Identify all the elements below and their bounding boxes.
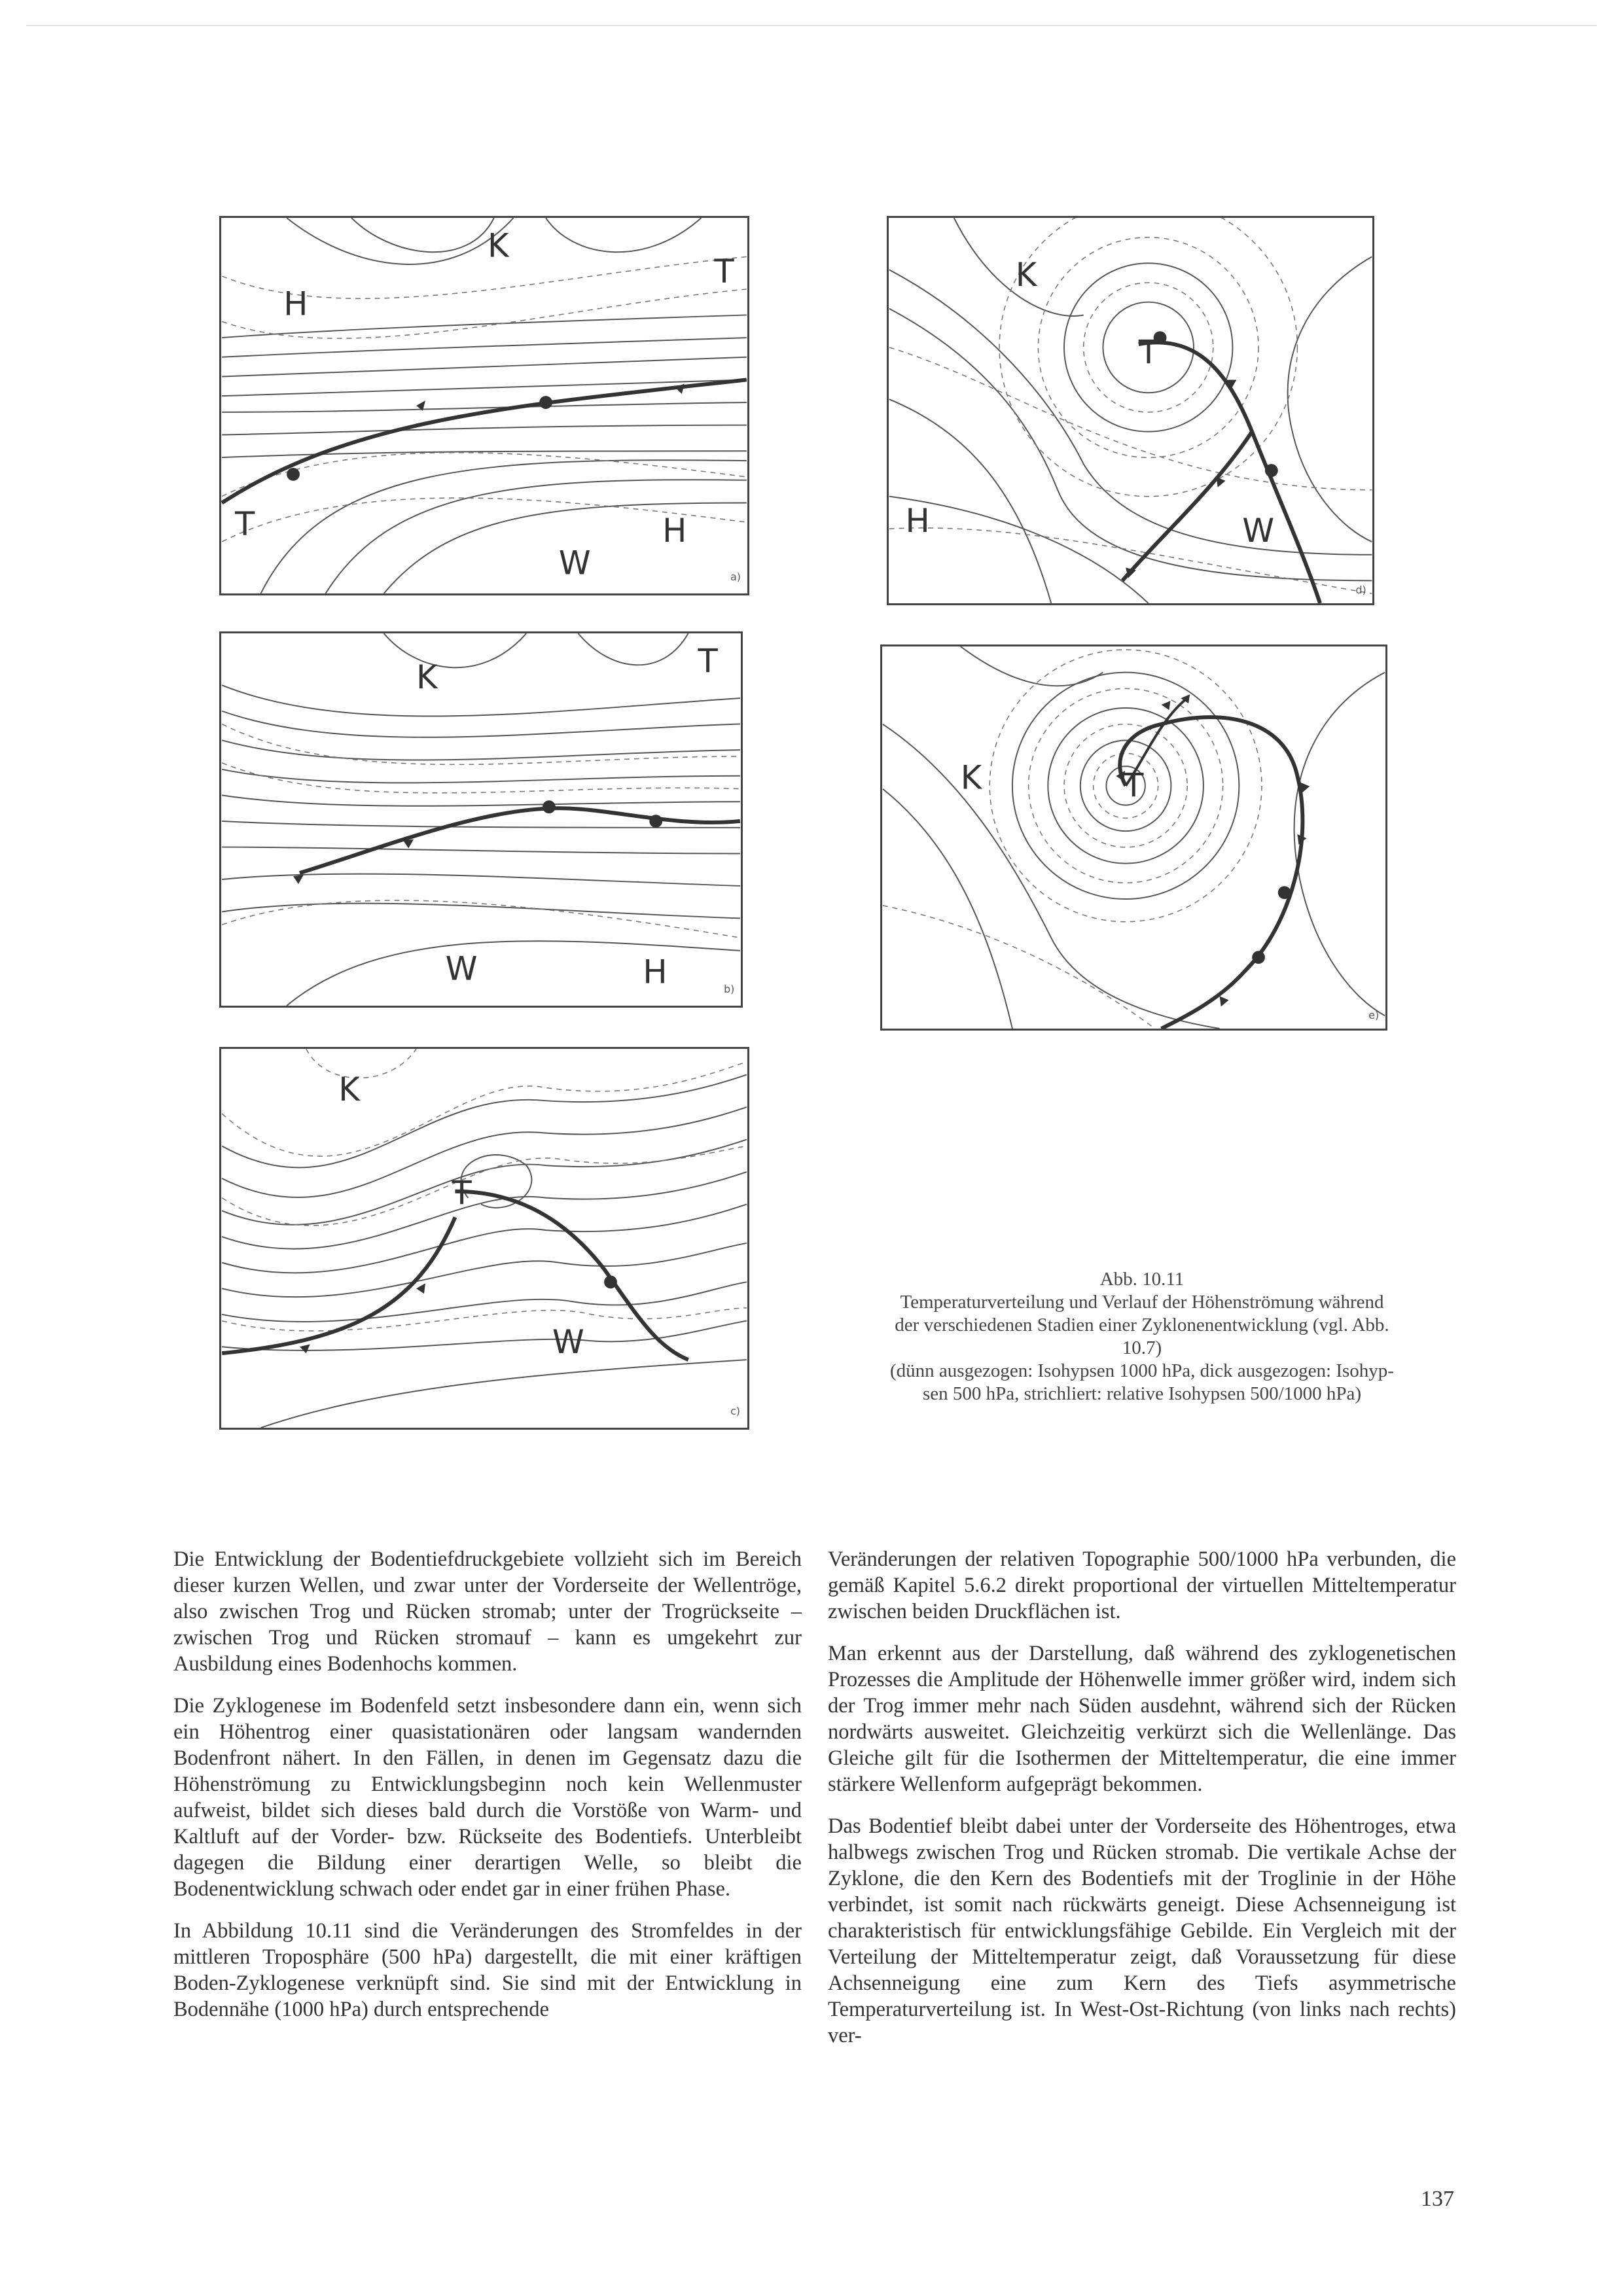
page-top-rule <box>26 25 1597 26</box>
text-column-left <box>173 1546 802 2038</box>
figure-caption <box>844 1268 1440 1405</box>
figure-panel-a <box>219 216 749 595</box>
figure-panel-c <box>219 1047 749 1430</box>
caption-line-3: 10.7) <box>1122 1337 1162 1358</box>
panel-a-letter-6: W <box>558 544 591 582</box>
panel-c-label: c) <box>730 1405 740 1418</box>
panel-d-letter-2: T <box>1138 333 1159 372</box>
paragraph: Man erkennt aus der Darstellung, daß während des zyklogenetischen Prozesses die Amplitude der Höhenwelle immer größer wird, indem sich der Trog immer mehr nach Süden ausdehnt, während sich der Rücken nordwärts ausweitet. Gleichzeitig verkürzt sich die Wellenlänge. Das Gleiche gilt für die Isothermen der Mitteltemperatur, die eine immer stärkere Wellenform aufgeprägt bekommen. <box>828 1642 1456 1796</box>
caption-line-2: der verschiedenen Stadien einer Zyklonenentwicklung (vgl. Abb. <box>895 1315 1389 1335</box>
caption-line-5: sen 500 hPa, strichliert: relative Isohypsen 500/1000 hPa) <box>922 1383 1362 1404</box>
panel-a-letter-5: H <box>662 511 687 550</box>
paragraph: Veränderungen der relativen Topographie 500/1000 hPa verbunden, die gemäß Kapitel 5.6.2 direkt proportional der virtuellen Mitteltemperatur zwischen beiden Druckflächen ist. <box>828 1547 1456 1623</box>
panel-b-letter-2: T <box>698 642 718 680</box>
paragraph: In Abbildung 10.11 sind die Veränderungen des Stromfeldes in der mittleren Troposphäre (500 hPa) dargestellt, die mit einer kräftigen Boden-Zyklogenese verknüpft sind. Sie sind mit der Entwicklung in Bodennähe (1000 hPa) durch entsprechende <box>173 1919 802 2021</box>
panel-e-letter-1: K <box>960 758 982 797</box>
panel-a-letter-3: T <box>714 252 734 291</box>
panel-c-map <box>221 1049 747 1428</box>
text-column-right <box>828 1546 1456 2064</box>
panel-b-letter-3: W <box>445 949 478 988</box>
panel-d-label: d) <box>1355 584 1366 597</box>
figure-panel-e <box>880 645 1387 1031</box>
panel-e-label: e) <box>1368 1009 1380 1022</box>
caption-line-4: (dünn ausgezogen: Isohypsen 1000 hPa, dick ausgezogen: Isohyp- <box>890 1360 1394 1381</box>
panel-b-map <box>221 633 741 1006</box>
panel-e-letter-2: T <box>1124 766 1144 805</box>
panel-b-letter-1: K <box>416 658 438 697</box>
panel-c-letter-3: W <box>552 1323 584 1362</box>
figure-panel-b <box>219 631 743 1008</box>
panel-c-letter-1: K <box>338 1070 360 1109</box>
panel-d-letter-4: W <box>1242 511 1275 550</box>
panel-a-letter-2: K <box>487 226 509 265</box>
panel-a-label: a) <box>730 571 741 584</box>
paragraph: Die Zyklogenese im Bodenfeld setzt insbesondere dann ein, wenn sich ein Höhentrog einer quasistationären oder langsam wandernden Bodenfront nähert. In den Fällen, in denen im Gegensatz dazu die Höhenströmung zu Entwicklungsbeginn noch kein Wellenmuster aufweist, bildet sich dieses bald durch die Vorstöße von Warm- und Kaltluft auf der Vorder- bzw. Rückseite des Bodentiefs. Unterbleibt dagegen die Bildung einer derartigen Welle, so bleibt die Bodenentwicklung schwach oder endet gar in einer frühen Phase. <box>173 1694 802 1901</box>
paragraph: Die Entwicklung der Bodentiefdruckgebiete vollzieht sich im Bereich dieser kurzen Wellen, und zwar unter der Vorderseite der Wellentröge, also zwischen Trog und Rücken stromab; unter der Trogrückseite – zwischen Trog und Rücken stromauf – kann es umgekehrt zur Ausbildung eines Bodenhochs kommen. <box>173 1547 802 1676</box>
figure-number: Abb. 10.11 <box>1099 1269 1185 1290</box>
caption-line-1: Temperaturverteilung und Verlauf der Höhenströmung während <box>900 1292 1384 1313</box>
panel-d-map <box>889 218 1372 603</box>
panel-c-letter-2: T <box>452 1174 472 1212</box>
panel-b-label: b) <box>724 983 735 996</box>
panel-a-letter-1: H <box>283 285 308 323</box>
page-number: 137 <box>1421 2187 1454 2211</box>
panel-d-letter-1: K <box>1015 255 1037 294</box>
panel-a-map <box>221 218 747 593</box>
panel-e-map <box>882 646 1385 1029</box>
panel-a-letter-4: T <box>234 504 255 543</box>
paragraph: Das Bodentief bleibt dabei unter der Vorderseite des Höhentroges, etwa halbwegs zwischen Trog und Rücken stromab. Die vertikale Achse der Zyklone, die den Kern des Bodentiefs mit der Troglinie in der Höhe verbindet, ist somit nach rückwärts geneigt. Diese Achsenneigung ist charakteristisch für entwicklungsfähige Gebilde. Ein Vergleich mit der Verteilung der Mitteltemperatur zeigt, daß Voraussetzung für diese Achsenneigung eine zum Kern des Tiefs asymmetrische Temperaturverteilung ist. In West-Ost-Richtung (von links nach rechts) ver- <box>828 1814 1456 2047</box>
panel-b-letter-4: H <box>643 953 668 991</box>
figure-panel-d <box>887 216 1374 605</box>
panel-d-letter-3: H <box>905 502 930 540</box>
